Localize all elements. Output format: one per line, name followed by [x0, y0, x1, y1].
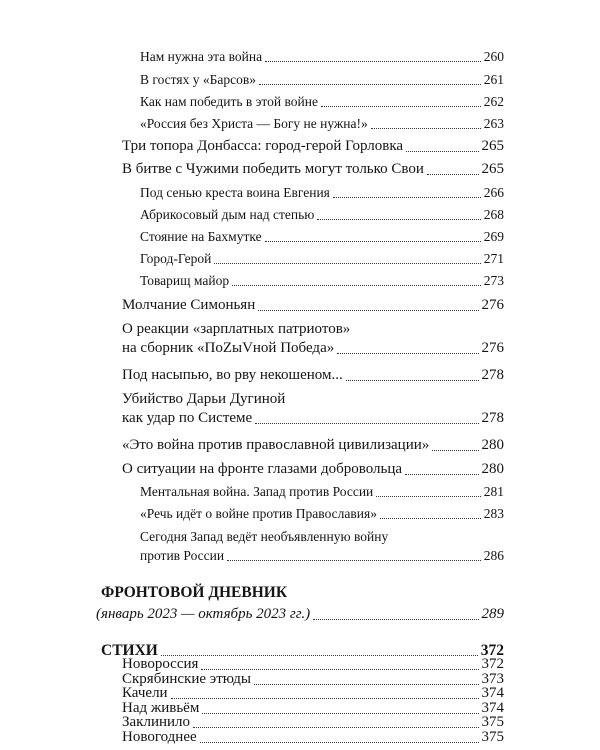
- page-number: 265: [481, 138, 504, 154]
- dot-leader: [265, 61, 481, 62]
- page-number: 280: [481, 437, 504, 453]
- toc-entry: [140, 70, 504, 89]
- toc-entry: [122, 137, 504, 156]
- toc-entry: [122, 320, 504, 358]
- toc-entry-title: Качели: [122, 685, 168, 702]
- toc-entry: [140, 504, 504, 523]
- dot-leader: [427, 174, 479, 175]
- toc-entry-title: О реакции «зарплатных патриотов»: [122, 321, 351, 337]
- dot-leader: [333, 197, 481, 198]
- toc-entry: [140, 47, 504, 66]
- dot-leader: [265, 241, 481, 242]
- page-number: 375: [481, 728, 504, 745]
- page-number: 278: [481, 410, 504, 426]
- toc-entry-title: Нам нужна эта война: [140, 49, 263, 64]
- page-number: 276: [481, 340, 504, 356]
- page-number: 268: [483, 207, 504, 222]
- toc-entry-title: Под сенью креста воина Евгения: [140, 185, 330, 200]
- page-number: 372: [481, 656, 504, 673]
- dot-leader: [321, 106, 481, 107]
- toc-entry-title-continued: против России: [140, 548, 225, 563]
- dot-leader: [432, 450, 478, 451]
- toc-entry-title: Абрикосовый дым над степью: [140, 207, 315, 222]
- dot-leader: [406, 151, 478, 152]
- toc-entry-title: В битве с Чужими победить могут только Свои: [122, 161, 424, 177]
- page-number: 372: [480, 642, 504, 659]
- page-number: 273: [483, 273, 504, 288]
- toc-entry: [140, 527, 504, 565]
- dot-leader: [214, 263, 480, 264]
- page-number: 260: [483, 49, 504, 64]
- toc-entry: [140, 227, 504, 246]
- page-number: 265: [481, 161, 504, 177]
- toc-entry-title: Под насыпью, во рву некошеном...: [122, 367, 343, 383]
- page-number: 375: [481, 714, 504, 731]
- toc-entry-title: Товарищ майор: [140, 273, 230, 288]
- toc-entry-title: Ментальная война. Запад против России: [140, 484, 374, 499]
- dot-leader: [200, 742, 479, 743]
- toc-entry: [122, 296, 504, 315]
- toc-entry: [122, 390, 504, 428]
- page-number: 280: [481, 461, 504, 477]
- toc-entry: [122, 160, 504, 179]
- toc-entry-title: Город-Герой: [140, 251, 212, 266]
- toc-entry-title: «Россия без Христа — Богу не нужна!»: [140, 116, 368, 131]
- page-number: 276: [481, 297, 504, 313]
- toc-entry-title: Убийство Дарьи Дугиной: [122, 391, 286, 407]
- toc-entry-title-continued: на сборник «ПоZыVной Победа»: [122, 340, 335, 356]
- toc-entry-title: Скрябинские этюды: [122, 670, 251, 687]
- toc-entry: [140, 482, 504, 501]
- dot-leader: [317, 219, 480, 220]
- section-subtitle: (январь 2023 — октябрь 2023 гг.): [96, 606, 311, 622]
- page-number: 269: [483, 229, 504, 244]
- toc-entry: [140, 183, 504, 202]
- page-number: 373: [481, 670, 504, 687]
- page-number: 289: [481, 606, 504, 622]
- section-heading-diary: [101, 583, 504, 602]
- toc-entry-title: Стояние на Бахмутке: [140, 229, 262, 244]
- page-number: 286: [483, 548, 504, 563]
- toc-entry-title: Как нам победить в этой войне: [140, 94, 318, 109]
- page-number: 271: [483, 251, 504, 266]
- page-number: 281: [483, 484, 504, 499]
- toc-entry-title: «Это война против православной цивилизации»: [122, 437, 430, 453]
- dot-leader: [380, 518, 481, 519]
- toc-entry-title: Заклинило: [122, 714, 191, 731]
- toc-entry: [96, 605, 504, 624]
- toc-entry-title: Над живьём: [122, 699, 200, 716]
- toc-entry-title-continued: как удар по Системе: [122, 410, 253, 426]
- page-number: 262: [483, 94, 504, 109]
- page-number: 278: [481, 367, 504, 383]
- toc-entry-title: Молчание Симоньян: [122, 297, 256, 313]
- page-number: 374: [481, 699, 504, 716]
- toc-entry: [122, 728, 504, 747]
- page-number: 266: [483, 185, 504, 200]
- dot-leader: [405, 474, 478, 475]
- toc-entry-title: «Речь идёт о войне против Православия»: [140, 506, 377, 521]
- section-title: ФРОНТОВОЙ ДНЕВНИК: [101, 584, 288, 601]
- toc-entry: [122, 436, 504, 455]
- dot-leader: [255, 423, 478, 424]
- dot-leader: [337, 353, 478, 354]
- toc-entry-title: Три топора Донбасса: город-герой Горловка: [122, 138, 404, 154]
- page-number: 374: [481, 685, 504, 702]
- toc-entry-title: Новогоднее: [122, 728, 197, 745]
- toc-entry-title: Новороссия: [122, 656, 199, 673]
- dot-leader: [371, 128, 481, 129]
- toc-entry: [140, 205, 504, 224]
- dot-leader: [258, 310, 478, 311]
- page-number: 283: [483, 506, 504, 521]
- toc-entry: [122, 366, 504, 385]
- toc-entry-title: Сегодня Запад ведёт необъявленную войну: [140, 529, 389, 544]
- section-title: СТИХИ: [101, 642, 158, 659]
- dot-leader: [227, 560, 481, 561]
- toc-entry: [140, 92, 504, 111]
- toc-entry: [140, 114, 504, 133]
- page-number: 261: [483, 72, 504, 87]
- dot-leader: [232, 285, 481, 286]
- toc-entry: [122, 460, 504, 479]
- toc-entry: [140, 249, 504, 268]
- dot-leader: [346, 380, 479, 381]
- toc-entry: [140, 271, 504, 290]
- dot-leader: [313, 619, 478, 620]
- dot-leader: [259, 84, 481, 85]
- toc-entry-title: О ситуации на фронте глазами добровольца: [122, 461, 403, 477]
- toc-entry-title: В гостях у «Барсов»: [140, 72, 256, 87]
- dot-leader: [376, 496, 480, 497]
- page-number: 263: [483, 116, 504, 131]
